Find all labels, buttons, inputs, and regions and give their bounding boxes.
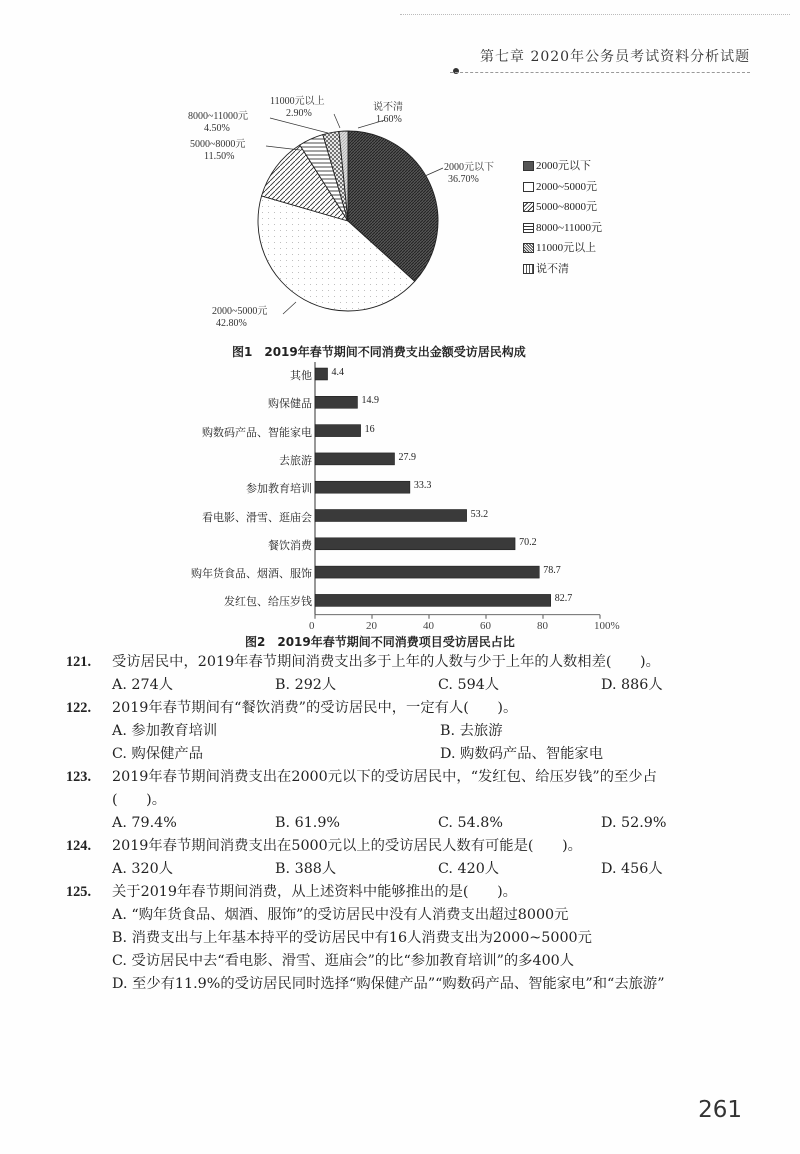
option-b[interactable]: B. 消费支出与上年基本持平的受访居民中有16人消费支出为2000~5000元 [112, 930, 592, 946]
option-a[interactable]: A. 参加教育培训 [112, 723, 218, 739]
option-d[interactable]: D. 886人 [601, 677, 663, 693]
options [78, 720, 768, 743]
bar-value-label: 14.9 [361, 395, 379, 407]
bar [315, 425, 361, 437]
bar [315, 453, 395, 465]
bar [315, 368, 328, 380]
question-stem: 2019年春节期间消费支出在2000元以下的受访居民中，“发红包、给压岁钱”的至少占 [112, 769, 657, 785]
question-stem-continued: ( )。 [112, 792, 167, 808]
options [78, 674, 768, 697]
bar-category-label: 购数码产品、智能家电 [202, 426, 312, 439]
question-122 [66, 697, 768, 766]
options [78, 743, 768, 766]
legend-swatch [523, 202, 534, 212]
callout-name: 2000元以下 [444, 162, 494, 173]
pie-label-5000-8000 [190, 139, 245, 163]
bar-value-label: 16 [364, 423, 375, 435]
question-124 [66, 835, 768, 881]
question-stem: 2019年春节期间有“餐饮消费”的受访居民中，一定有人( )。 [112, 700, 518, 716]
question-121 [66, 651, 768, 697]
callout-name: 说不清 [373, 102, 403, 113]
bar-chart [0, 360, 800, 632]
option-c[interactable]: C. 420人 [438, 861, 500, 877]
legend-label: 2000元以下 [536, 160, 591, 172]
bar-category-label: 其他 [290, 370, 312, 382]
question-stem: 2019年春节期间消费支出在5000元以上的受访居民人数有可能是( )。 [112, 838, 582, 854]
option-a[interactable]: A. 320人 [112, 861, 173, 877]
callout-pct: 42.80% [216, 318, 247, 329]
bar [315, 594, 551, 606]
legend-item [523, 218, 602, 239]
legend-item [523, 197, 602, 218]
legend-swatch [523, 223, 534, 233]
bar [315, 566, 539, 578]
option-c[interactable]: C. 54.8% [438, 815, 503, 831]
question-number: 121. [66, 654, 92, 670]
option-b[interactable]: B. 388人 [275, 861, 337, 877]
bar-value-label: 70.2 [519, 536, 537, 548]
running-header: 第七章 2020年公务员考试资料分析试题 [480, 49, 751, 65]
figure1-caption: 图1 2019年春节期间不同消费支出金额受访居民构成 [232, 345, 526, 359]
question-number: 123. [66, 769, 92, 785]
option-a[interactable]: A. 274人 [112, 677, 173, 693]
option-d[interactable]: D. 购数码产品、智能家电 [440, 746, 604, 762]
bar [315, 510, 467, 522]
bar-category-label: 购保健品 [268, 398, 312, 411]
legend-swatch [523, 182, 534, 192]
bar-value-label: 4.4 [331, 367, 345, 378]
callout-pct: 11.50% [204, 151, 235, 162]
option-d[interactable]: D. 52.9% [601, 815, 667, 831]
question-125 [66, 881, 768, 996]
option-b[interactable]: B. 61.9% [275, 815, 341, 831]
legend-swatch [523, 161, 534, 171]
legend-item [523, 156, 602, 177]
pie-label-2000-5000 [212, 306, 267, 330]
bar-value-label: 27.9 [398, 451, 416, 463]
bar-category-label: 参加教育培训 [246, 483, 312, 496]
pie-label-unclear [373, 102, 403, 126]
callout-pct: 36.70% [448, 174, 479, 185]
x-tick-label: 20 [366, 619, 377, 632]
bar-value-label: 33.3 [413, 480, 432, 492]
figure2-caption: 图2 2019年春节期间不同消费项目受访居民占比 [245, 635, 515, 649]
option-b[interactable]: B. 292人 [275, 677, 337, 693]
legend-label: 5000~8000元 [536, 201, 597, 213]
option-d[interactable]: D. 至少有11.9%的受访居民同时选择“购保健产品”“购数码产品、智能家电”和“去旅游” [112, 976, 665, 992]
bar-value-label: 82.7 [554, 593, 573, 605]
scan-top-line [400, 14, 790, 16]
legend-label: 说不清 [536, 262, 569, 275]
question-list [66, 651, 768, 996]
bar-value-label: 53.2 [470, 508, 489, 520]
bar-category-label: 发红包、给压岁钱 [224, 596, 312, 609]
option-c[interactable]: C. 受访居民中去“看电影、滑雪、逛庙会”的比“参加教育培训”的多400人 [112, 953, 575, 969]
option-c[interactable]: C. 购保健产品 [112, 746, 204, 762]
x-tick-label: 0 [309, 619, 315, 632]
page-number: 261 [698, 1097, 742, 1123]
callout-pct: 2.90% [286, 108, 312, 119]
question-123 [66, 766, 768, 835]
pie-label-8000-11000 [188, 111, 248, 135]
question-stem: 受访居民中，2019年春节期间消费支出多于上年的人数与少于上年的人数相差( )。 [112, 654, 660, 670]
legend-item [523, 177, 602, 198]
option-a[interactable]: A. 79.4% [112, 815, 177, 831]
question-number: 124. [66, 838, 92, 854]
legend-swatch [523, 243, 534, 253]
header-rule [450, 72, 750, 73]
x-tick-label: 80 [537, 619, 548, 632]
option-a[interactable]: A. “购年货食品、烟酒、服饰”的受访居民中没有人消费支出超过8000元 [112, 907, 569, 923]
legend-item [523, 238, 602, 259]
bar [315, 481, 410, 493]
callout-pct: 4.50% [204, 123, 230, 134]
bar [315, 396, 357, 408]
pie-chart [255, 121, 441, 325]
callout-name: 2000~5000元 [212, 306, 268, 317]
legend-item [523, 259, 602, 280]
callout-name: 5000~8000元 [190, 139, 246, 150]
question-number: 125. [66, 884, 92, 900]
x-tick-label: 100% [594, 619, 620, 632]
option-b[interactable]: B. 去旅游 [440, 723, 503, 739]
legend-swatch [523, 264, 534, 274]
header-bullet [453, 68, 459, 74]
bar-value-label: 78.7 [543, 565, 561, 577]
option-c[interactable]: C. 594人 [438, 677, 500, 693]
pie-label-11000-plus [270, 96, 325, 120]
callout-name: 11000元以上 [270, 96, 325, 107]
question-number: 122. [66, 700, 92, 716]
pie-label-under-2000 [444, 162, 494, 186]
bar-category-label: 去旅游 [279, 454, 312, 467]
legend-label: 8000~11000元 [536, 221, 603, 234]
bar [315, 538, 515, 550]
question-stem: 关于2019年春节期间消费，从上述资料中能够推出的是( )。 [112, 884, 517, 900]
bar-category-label: 餐饮消费 [268, 539, 312, 552]
bar-category-label: 看电影、滑雪、逛庙会 [202, 511, 312, 524]
options [78, 858, 768, 881]
x-tick-label: 40 [423, 619, 434, 632]
x-tick-label: 60 [480, 619, 491, 632]
legend-label: 2000~5000元 [536, 180, 597, 193]
pie-legend [523, 156, 602, 279]
pie-slices [258, 131, 438, 311]
options [78, 812, 768, 835]
legend-label: 11000元以上 [536, 242, 597, 254]
bar-plot [0, 360, 800, 620]
option-d[interactable]: D. 456人 [601, 861, 663, 877]
callout-name: 8000~11000元 [188, 111, 249, 122]
bar-category-label: 购年货食品、烟酒、服饰 [191, 568, 312, 581]
callout-pct: 1.60% [376, 114, 402, 125]
